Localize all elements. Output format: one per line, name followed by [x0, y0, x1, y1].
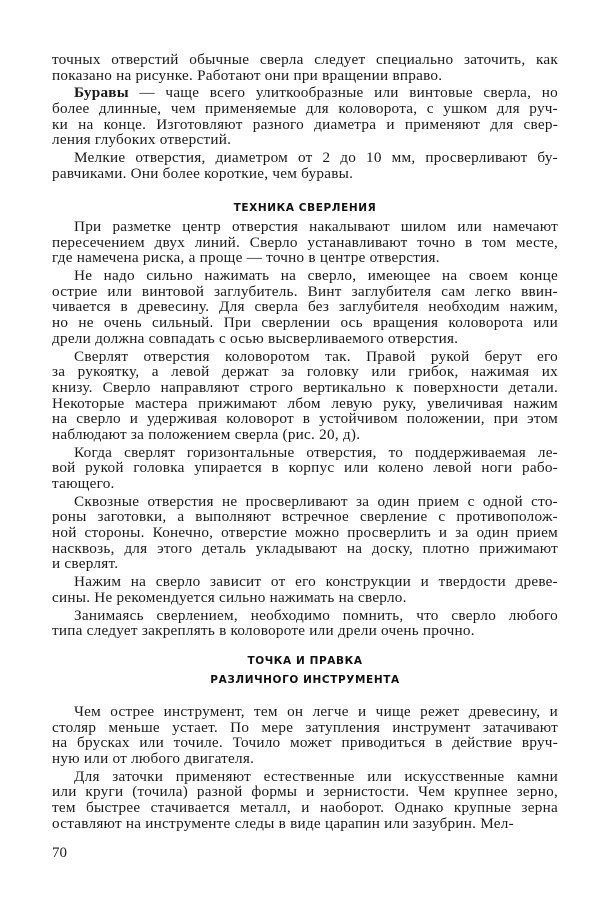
text-line: роны заготовки, а выполняют встречное сверление с противополож- [52, 508, 558, 526]
text-line: тем быстрее стачивается металл, и наоборот. Однако крупные зерна [52, 799, 558, 817]
text-line: столяр меньше устает. По мере затупления инструмент затачивают [52, 718, 558, 736]
text-line: равчиками. Они более короткие, чем буравы. [52, 164, 354, 182]
text-block-drilling-technique [52, 219, 558, 641]
text-block-sharpening [52, 704, 558, 834]
text-line: книзу. Сверло направляют строго вертикально к поверхности детали. [52, 378, 558, 396]
text-line: ную или от любого двигателя. [52, 750, 255, 768]
text-line: чивается в древесину. Для сверла без заглубителя необходим нажим, [52, 298, 558, 316]
paragraph [52, 349, 558, 443]
bold-term: Буравы [74, 84, 129, 102]
paragraph [52, 769, 558, 832]
text-line: Сверлят отверстия коловоротом так. Правой рукой берут его [74, 347, 558, 365]
text-line [52, 85, 558, 101]
text-line: оставляют на инструменте следы в виде царапин или зазубрин. Мел- [52, 814, 514, 832]
text-line-rest: — чаще всего улиткообразные или винтовые сверла, но [128, 84, 558, 102]
paragraph [52, 608, 558, 639]
section-heading-line: ТОЧКА И ПРАВКА [247, 655, 363, 667]
section-heading-drilling-technique: ТЕХНИКА СВЕРЛЕНИЯ [233, 202, 377, 214]
section-heading-line: РАЗЛИЧНОГО ИНСТРУМЕНТА [210, 674, 400, 686]
paragraph [52, 268, 558, 346]
text-line: Сквозные отверстия не просверливают за один прием с одной сто- [74, 492, 558, 510]
text-line: Для заточки применяют естественные или искусственные камни [74, 767, 558, 785]
text-line: но не очень сильный. При сверлении ось вращения коловорота или [52, 314, 558, 332]
text-line: типа следует закреплять в коловороте или дрели очень прочно. [52, 622, 475, 640]
text-line: Чем острее инструмент, тем он легче и чище режет древесину, и [74, 703, 558, 720]
text-line: Не надо сильно нажимать на сверло, имеющее на своем конце [74, 267, 558, 285]
text-line: ки на конце. Изготовляют разного диаметра и применяют для свер- [52, 115, 558, 133]
paragraph [52, 219, 558, 266]
text-line: сины. Не рекомендуется сильно нажимать на сверло. [52, 588, 407, 606]
text-line: насквозь, для этого деталь укладывают на доску, плотно прижимают [52, 539, 558, 557]
page-number: 70 [52, 845, 67, 861]
paragraph [52, 150, 558, 181]
paragraph [52, 574, 558, 605]
text-line: точных отверстий обычные сверла следует специально заточить, как [52, 51, 558, 68]
text-line: более длинные, чем применяемые для коловорота, с ушком для руч- [52, 100, 558, 118]
text-line: острие или винтовой заглубитель. Винт заглубителя сам легко ввин- [52, 282, 558, 300]
text-line: показано на рисунке. Работают они при вращении вправо. [52, 66, 443, 84]
text-line: При разметке центр отверстия накалывают шилом или намечают [74, 218, 558, 235]
text-block-intro [52, 52, 558, 184]
text-line: на сверло и удерживая коловорот в устойчивом положении, при этом [52, 410, 558, 428]
text-line: Нажим на сверло зависит от его конструкции и твердости древе- [74, 573, 558, 591]
text-line: или круги (точила) разной формы и зернистости. Чем крупнее зерно, [52, 783, 558, 801]
text-line: ления глубоких отверстий. [52, 131, 232, 149]
text-line: за рукоятку, а левой держат за головку или грибок, нажимая их [52, 363, 558, 381]
text-line: Некоторые мастера прижимают лбом левую руку, увеличивая нажим [52, 394, 558, 412]
text-line: ной стороны. Конечно, отверстие можно просверлить и за один прием [52, 524, 558, 542]
text-line: на брусках или точиле. Точило может приводиться в действие вруч- [52, 734, 558, 752]
text-line: Когда сверлят горизонтальные отверстия, то поддерживаемая ле- [74, 443, 558, 461]
text-line: дрели должна совпадать с осью высверливаемого отверстия. [52, 329, 459, 347]
text-line: тающего. [52, 475, 115, 492]
paragraph [52, 85, 558, 148]
paragraph [52, 704, 558, 767]
text-line: Мелкие отверстия, диаметром от 2 до 10 мм, просверливают бу- [74, 149, 558, 167]
text-line: Занимаясь сверлением, необходимо помнить, что сверло любого [74, 606, 558, 624]
text-line: где намечена риска, а проще — точно в центре отверстия. [52, 249, 440, 267]
text-line: наблюдают за положением сверла (рис. 20, д). [52, 425, 361, 443]
section-heading-sharpening [52, 652, 558, 690]
paragraph [52, 445, 558, 492]
text-line: вой рукой головка упирается в корпус или колено левой ноги рабо- [52, 459, 558, 477]
paragraph [52, 52, 558, 83]
text-line: пересечением двух линий. Сверло устанавливают точно в том месте, [52, 233, 558, 251]
text-line: и сверлят. [52, 555, 119, 573]
paragraph [52, 494, 558, 572]
